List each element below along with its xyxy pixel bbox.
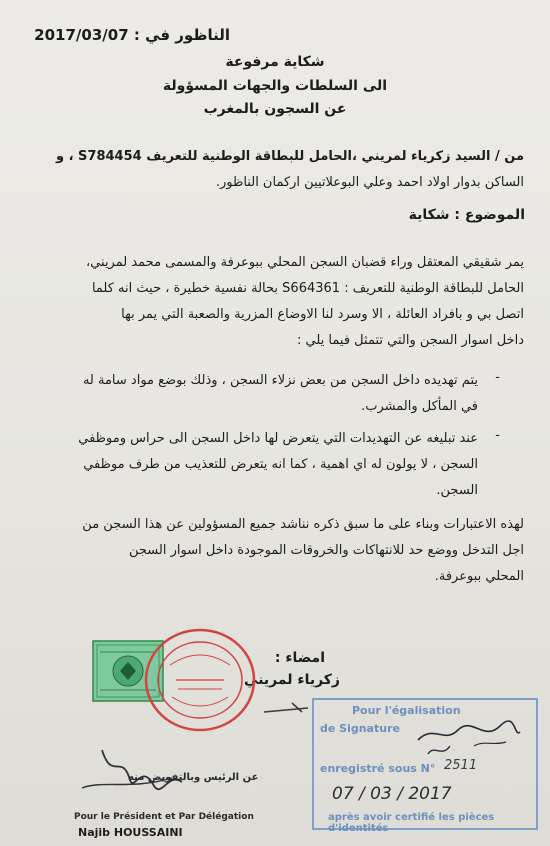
p2-line-3: المحلي ببوعرفة. [434,569,524,584]
pen-mark-icon [262,700,312,720]
official-red-seal-icon [140,625,258,733]
certified-note: après avoir certifié les pièces d'identités [328,812,495,834]
subject-line: الموضوع : شكاية [408,207,525,223]
bullet-marker-1: - [495,370,500,385]
body-paragraph-1 [24,250,524,354]
b1-line-1: يتم تهديده داخل السجن من بعض نزلاء السجن ، وذلك بوضع مواد سامة له [82,373,478,388]
p1-line-3: اتصل بي و بافراد العائلة ، الا وسرد لنا الاوضاع المزرية والصعبة التي يمر بها [121,307,524,322]
legalization-title: Pour l'égalisation [352,704,461,717]
p2-line-2: اجل التدخل ووضع حد للانتهاكات والخروقات الموجودة داخل اسوار السجن [129,543,524,558]
header-line-1: شكاية مرفوعة [225,54,325,70]
legalization-stamp [312,698,538,834]
handwritten-date: 07 / 03 / 2017 [332,784,452,804]
p1-line-2: الحامل للبطاقة الوطنية للتعريف : S664361 بحالة نفسية خطيرة ، حيث انه كلما [91,281,524,296]
p2-line-1: لهذه الاعتبارات وبناء على ما سبق ذكره نناشد جميع المسؤولين عن هذا السجن من [82,517,524,532]
b2-line-3: السجن. [436,483,478,498]
sender-line-1: من / السيد زكرياء لمريني ،الحامل للبطاقة الوطنية للتعريف S784454 ، و [55,149,524,164]
registration-number: 2511 [444,758,478,773]
header-line-2: الى السلطات والجهات المسؤولة [162,78,388,94]
sender-block [24,144,524,196]
bullet-2 [8,426,478,504]
official-stamp-name: Najib HOUSSAINI [78,826,183,839]
official-stamp-fr: Pour le Président et Par Délégation [74,812,254,822]
scribble-icon [424,740,454,760]
enregistre-label: enregistré sous N° [320,762,436,775]
p1-line-4: داخل اسوار السجن والتي تتمثل فيما يلي : [297,333,524,348]
official-stamp-ar: عن الرئيس وبالتفويض منه [128,772,259,783]
p1-line-1: يمر شقيقي المعتقل وراء قضبان السجن المحلي ببوعرفة والمسمى محمد لمريني، [85,255,524,270]
sender-line-2: الساكن بدوار اولاد احمد وعلي البوعلاتيين اركمان الناظور. [215,175,524,190]
body-paragraph-2 [24,512,524,590]
header-line-3: عن السجون بالمغرب [203,101,347,117]
bullet-marker-2: - [495,428,500,443]
b2-line-1: عند تبليغه عن التهديدات التي يتعرض لها داخل السجن الى حراس وموظفي [78,431,478,446]
signature-name: زكرياء لمريني [244,672,340,688]
legalization-subtitle: de Signature [320,722,400,735]
document-date: الناظور في : 2017/03/07 [34,26,230,44]
signature-label: امضاء : [274,650,325,666]
b2-line-2: السجن ، لا يولون له اي اهمية ، كما انه يتعرض للتعذيب من طرف موظفي [83,457,478,472]
b1-line-2: في المأكل والمشرب. [361,399,478,414]
bullet-1 [8,368,478,420]
